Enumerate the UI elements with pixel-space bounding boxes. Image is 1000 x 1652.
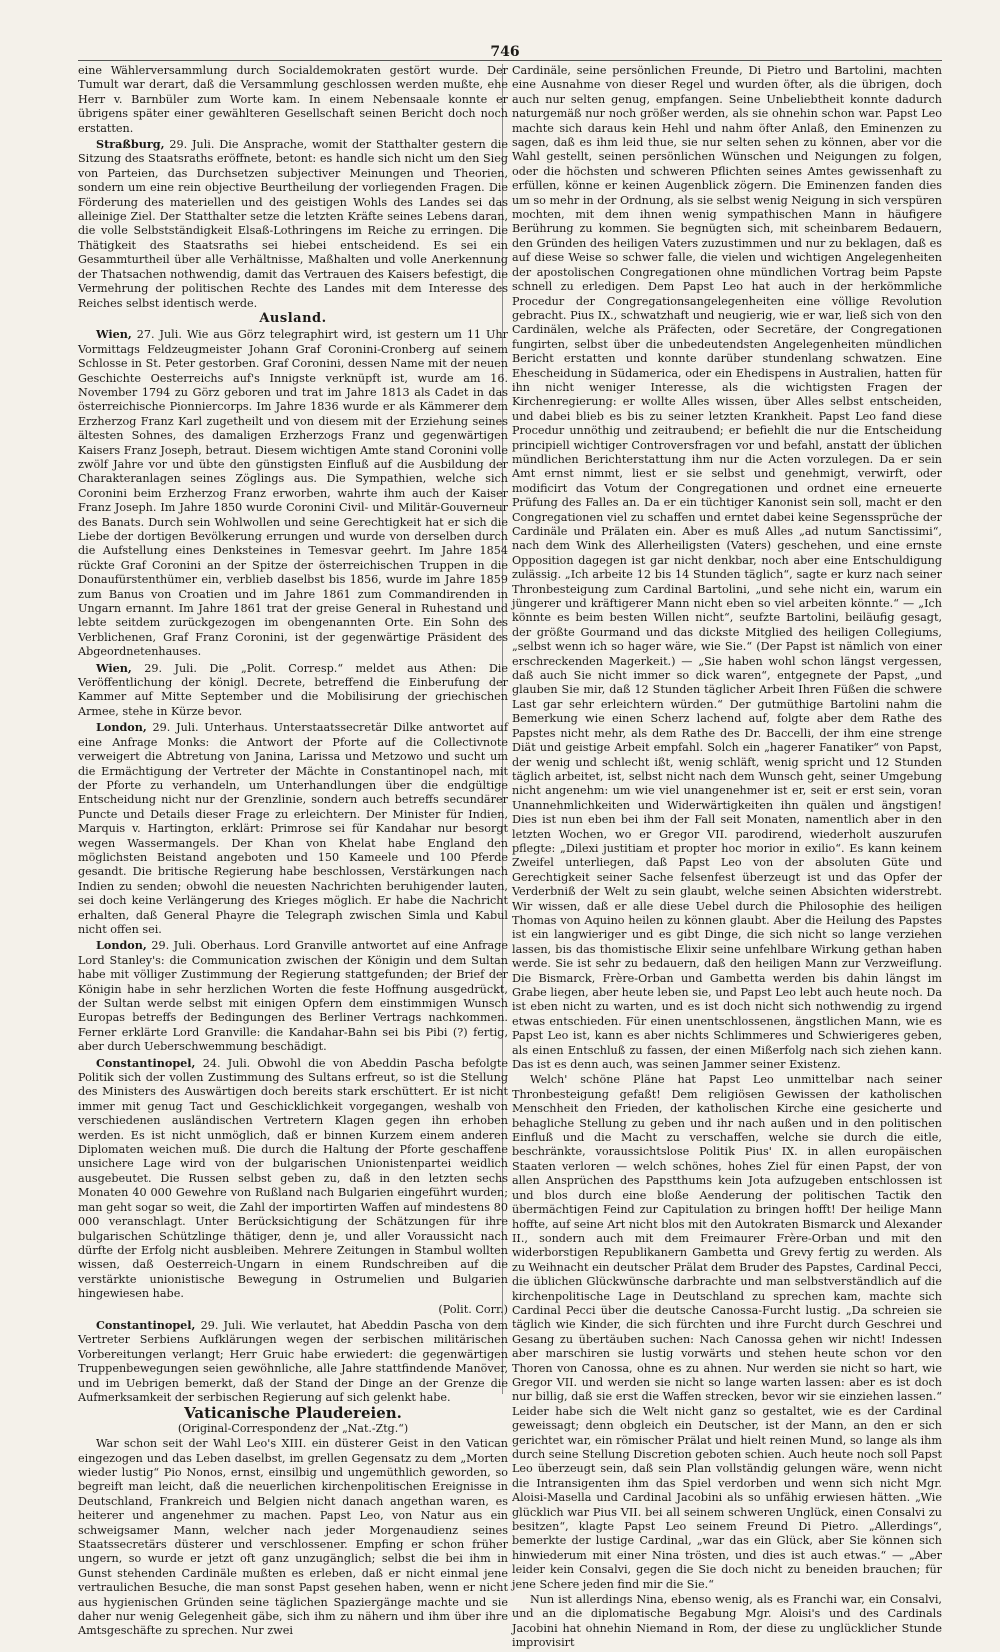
left-column [78, 64, 508, 1640]
article-dispatch [78, 938, 508, 1054]
article-text: Nun ist allerdings Nina, ebenso wenig, als es Franchi war, ein Consalvi, und an die diplomatische Begabung Mgr. Aloisi's und des Cardinals Jacobini hat ohnehin Niemand in Rom, der diese zu unglücklicher Stunde improvisirt [512, 1593, 942, 1650]
header-rule [78, 60, 942, 61]
page-number: 746 [490, 44, 520, 60]
article-dispatch [78, 327, 508, 659]
right-column [512, 64, 942, 1652]
article-text: War schon seit der Wahl Leo's XIII. ein düsterer Geist in den Vatican eingezogen und das Leben daselbst, im grellen Gegensatz zu dem „Morten wieder lustig“ Pio Nonos, ernst, einsilbig und ungemüthlich geworden, so begreift man leicht, daß die neuerlichen kirchenpolitischen Ereignisse in Deutschland, Frankreich und Belgien nicht danach angethan waren, es heiterer und angenehmer zu machen. Papst Leo, von Natur aus ein schweigsamer Mann, welcher nach jeder Morgenaudienz seines Staatssecretärs düsterer und verschlossener. Empfing er schon früher ungern, so wurde er jetzt oft ganz unzugänglich; selbst die bei ihm in Gunst stehenden Cardinäle mußten es erleben, daß er nicht einmal jene vertraulichen Besuche, die man sonst Papst gesehen haben, wenn er nicht aus hygienischen Gründen seine täglichen Spaziergänge machte und sie daher nur wenig Gelegenheit gäbe, sich ihm zu nähern und ihm über ihre Amtsgeschäfte zu sprechen. Nur zwei [78, 1437, 508, 1638]
dispatch-body: 29. Juli. Wie verlautet, hat Abeddin Pascha von dem Vertreter Serbiens Aufklärungen wegen der serbischen militärischen Vorbereitungen verlangt; Herr Gruic habe erwiedert: die gegenwärtigen Truppenbewegungen seien gewöhnliche, alle Jahre stattfindende Manöver, und im Uebrigen bemerkt, daß der Stand der Dinge an der Grenze die Aufmerksamkeit der serbischen Regierung auf sich gelenkt habe. [78, 1318, 508, 1404]
dispatch-body: 27. Juli. Wie aus Görz telegraphirt wird, ist gestern um 11 Uhr Vormittags Feldzeugmeister Johann Graf Coronini-Cronberg auf seinem Schlosse in St. Peter gestorben. Graf Coronini, dessen Name mit der neuen Geschichte Oesterreichs auf's Innigste verknüpft ist, wurde am 16. November 1794 zu Görz geboren und trat im Jahre 1813 als Cadet in das österreichische Pionniercorps. Im Jahre 1836 wurde er als Kämmerer dem Erzherzog Franz Karl zugetheilt und von diesem mit der Erziehung seines ältesten Sohnes, des damaligen Erzherzogs Franz und gegenwärtigen Kaisers Franz Joseph, betraut. Diesem wichtigen Amte stand Coronini volle zwölf Jahre vor und übte den günstigsten Einfluß auf die Ausbildung der Charakteranlagen seines Zöglings aus. Die Sympathien, welche sich Coronini beim Erzherzog Franz erworben, wahrte ihm auch der Kaiser Franz Joseph. Im Jahre 1850 wurde Coronini Civil- und Militär-Gouverneur des Banats. Durch sein Wohlwollen und seine Gerechtigkeit hat er sich die Liebe der dortigen Bevölkerung errungen und wurde von derselben durch die Aufstellung eines Denksteines in Temesvar geehrt. Im Jahre 1854 rückte Graf Coronini an der Spitze der österreichischen Truppen in die Donaufürstenthümer ein, verblieb daselbst bis 1856, wurde im Jahre 1859 zum Banus von Croatien und im Jahre 1861 zum Commandirenden in Ungarn ernannt. Im Jahre 1861 trat der greise General in Ruhestand und lebte seitdem zurückgezogen im obengenannten Orte. Ein Sohn des Verblichenen, Graf Franz Coronini, ist der gegenwärtige Präsident des Abgeordnetenhauses. [78, 328, 508, 659]
article-text: Welch' schöne Pläne hat Papst Leo unmittelbar nach seiner Thronbesteigung gefaßt! Dem religiösen Gewissen der katholischen Menschheit den Frieden, der katholischen Kirche eine gesicherte und behagliche Stellung zu geben und ihr nach außen und in den politischen Einfluß und die Macht zu verschaffen, welche sie durch die eitle, beschränkte, voraussichtslose Politik Pius' IX. in allen europäischen Staaten verloren — welch schönes, hohes Ziel für einen Papst, der von allen Ansprüchen des Papstthums kein Jota aufzugeben entschlossen ist und blos durch eine bloße Aenderung der politischen Tactik den übermächtigen Feind zur Capitulation zu bringen hofft! Der heilige Mann hoffte, auf seine Art nicht blos mit den Autokraten Bismarck und Alexander II., sondern auch mit dem Freimaurer Frère-Orban und mit den widerborstigen Republikanern Gambetta und Grevy fertig zu werden. Als zu Weihnacht ein deutscher Prälat dem Bruder des Papstes, Cardinal Pecci, die üblichen Glückwünsche darbrachte und man selbstverständlich auf die kirchenpolitische Lage in Deutschland zu sprechen kam, machte sich Cardinal Pecci über die deutsche Canossa-Furcht lustig. „Da schreien sie täglich wie Kinder, die sich fürchten und ihre Furcht durch Geschrei und Gesang zu übertäuben suchen: Nach Canossa gehen wir nicht! Indessen aber marschiren sie lustig vorwärts und stehen heute schon vor den Thoren von Canossa, ohne es zu ahnen. Nur werden sie nicht so hart, wie Gregor VII. und werden sie nicht so lange warten lassen: aber es ist doch nur billig, daß sie erst die Waffen strecken, bevor wir sie einziehen lassen.“ Leider habe sich die Welt nicht ganz so gestaltet, wie es der Cardinal geweissagt; denn obgleich ein Deutscher, ist der Mann, an den er sich gerichtet war, ein römischer Prälat und hielt reinen Mund, so lange als ihm durch seine Stellung Discretion geboten schien. Auch heute noch soll Papst Leo überzeugt sein, daß sein Plan vollständig gelungen wäre, wenn nicht die Intransigenten ihm das Spiel verdorben und wenn sich nicht Mgr. Aloisi-Masella und Cardinal Jacobini als so unfähig erwiesen hätten. „Wie glücklich war Pius VII. bei all seinem schweren Unglück, einen Consalvi zu besitzen“, klagte Papst Leo seinem Freund Di Pietro. „Allerdings“, bemerkte der lustige Cardinal, „war das ein Glück, aber Sie können sich hinwiederum mit einer Nina trösten, und dies ist auch etwas.“ — „Aber leider kein Consalvi, gegen die Sie doch nicht zu beneiden brauchen; für jene Schere jeden find mir die Sie.“ [512, 1073, 942, 1591]
dateline: London, [96, 720, 147, 735]
dateline: Wien, [96, 660, 132, 675]
dispatch-body: 29. Juli. Die „Polit. Corresp.“ meldet aus Athen: Die Veröffentlichung der königl. Decrete, betreffend die Einberufung der Kammer auf Mitte September und die Mobilisirung der griechischen Armee, stehe in Kürze bevor. [78, 661, 508, 718]
dispatch-body: 29. Juli. Oberhaus. Lord Granville antwortet auf eine Anfrage Lord Stanley's: die Communication zwischen der Königin und dem Sultan habe mit völliger Zustimmung der Regierung stattgefunden; der Brief der Königin habe in sehr herzlichen Worten die feste Hoffnung ausgedrückt, der Sultan werde selbst mit einigen Opfern dem einstimmigen Wunsch Europas betreffs der Bedingungen des Berliner Vertrags nachkommen. Ferner erklärte Lord Granville: die Kandahar-Bahn sei bis Pibi (?) fertig, aber durch Ueberschwemmung beschädigt. [78, 939, 508, 1054]
dispatch-body: 24. Juli. Obwohl die von Abeddin Pascha befolgte Politik sich der vollen Zustimmung des Sultans erfreut, so ist die Stellung des Ministers des Auswärtigen doch bereits stark erschüttert. Er ist nicht immer mit genug Tact und Geschicklichkeit vorgegangen, weshalb von verschiedenen ausländischen Vertretern Klagen gegen ihn erhoben werden. Es ist nicht unmöglich, daß er binnen Kurzem einem anderen Diplomaten weichen muß. Die durch die Haltung der Pforte geschaffene unsichere Lage wird von der bulgarischen Unionistenpartei weidlich ausgebeutet. Die Russen selbst geben zu, daß in den letzten sechs Monaten 40 000 Gewehre von Rußland nach Bulgarien eingeführt wurden; man geht sogar so weit, die Zahl der importirten Waffen auf mindestens 80 000 veranschlagt. Unter Berücksichtigung der Schätzungen für ihre bulgarischen Schützlinge thätiger, denn je, und aller Voraussicht nach dürfte der Erfolg nicht ausbleiben. Mehrere Zeitungen in Stambul wollten wissen, daß Oesterreich-Ungarn in einem Rundschreiben auf die verstärkte unionistische Bewegung in Ostrumelien und Bulgarien hingewiesen habe. [78, 1056, 508, 1301]
dispatch-body: 29. Juli. Unterhaus. Unterstaatssecretär Dilke antwortet auf eine Anfrage Monks: die Antwort der Pforte auf die Collectivnote verweigert die Abtretung von Janina, Larissa und Metzowo und sucht um die Ermächtigung der Vertreter der Mächte in Constantinopel nach, mit der Pforte zu verhandeln, um Unterhandlungen über die endgültige Entscheidung nicht nur der Grenzlinie, sondern auch betreffs secundärer Puncte und Details dieser Frage zu erleichtern. Der Minister für Indien, Marquis v. Hartington, erklärt: Primrose sei für Kandahar nur besorgt wegen Wassermangels. Der Khan von Khelat habe England den möglichsten Beistand angeboten und 150 Kameele und 100 Pferde gesandt. Die britische Regierung habe beschlossen, Verstärkungen nach Indien zu senden; obwohl die neuesten Nachrichten beruhigender lauten, sei doch keine Verlängerung des Krieges möglich. Er habe die Nachricht erhalten, daß General Phayre die Telegraph zwischen Simla und Kabul nicht offen sei. [78, 721, 508, 936]
source-note: (Polit. Corr.) [438, 1302, 508, 1316]
dateline: Constantinopel, [96, 1317, 196, 1332]
article-dispatch [78, 661, 508, 720]
feature-subheading: (Original-Correspondenz der „Nat.-Ztg.“) [177, 1421, 409, 1435]
dateline: Wien, [96, 327, 132, 342]
article-dispatch [78, 1318, 508, 1405]
article-text: eine Wählerversammlung durch Socialdemokraten gestört wurde. Der Tumult war derart, daß die Versammlung geschlossen werden mußte, ehe Herr v. Barnbüler zum Worte kam. In einem Nebensaale konnte er übrigens später einer gewählteren Gesellschaft seinen Bericht doch noch erstatten. [78, 64, 508, 135]
dispatch-body: 29. Juli. Die Ansprache, womit der Statthalter gestern die Sitzung des Staatsraths eröffnete, betont: es handle sich nicht um den Sieg von Parteien, das Durchsetzen subjectiver Meinungen und Theorien, sondern um eine rein objective Beurtheilung der vorliegenden Fragen. Die Förderung des materiellen und des geistigen Wohls des Landes sei das alleinige Ziel. Der Statthalter setze die letzten Kräfte seines Lebens daran, die volle Selbstständigkeit Elsaß-Lothringens im Reiche zu erringen. Die Thätigkeit des Staatsraths sei hiebei entscheidend. Es sei ein Gesammturtheil über alle Verhältnisse, Maßhalten und volle Anerkennung der Thatsachen nothwendig, damit das Vertrauen des Kaisers befestigt, die Vermehrung der politischen Rechte des Landes mit dem Interesse des Reiches selbst identisch werde. [78, 138, 508, 310]
article-dispatch [78, 1056, 508, 1302]
article-text: Cardinäle, seine persönlichen Freunde, Di Pietro und Bartolini, machten eine Ausnahme von dieser Regel und wurden öfter, als die übrigen, doch auch nur selten genug, empfangen. Seine Unbeliebtheit konnte dadurch naturgemäß nur noch größer werden, als sie ohnehin schon war. Papst Leo machte sich daraus kein Hehl und nahm öfter Anlaß, den Eminenzen zu sagen, daß es ihm leid thue, sie nur selten sehen zu können, aber vor die Wahl gestellt, seinen persönlichen Wünschen und Neigungen zu folgen, oder die höchsten und schweren Pflichten seines Amtes gewissenhaft zu erfüllen, könne er keinen Augenblick zögern. Die Eminenzen fanden dies um so mehr in der Ordnung, als sie selbst wenig Neigung in sich verspüren mochten, mit dem ihnen wenig sympathischen Mann in häufigere Berührung zu kommen. Sie begnügten sich, mit scheinbarem Bedauern, den Gründen des heiligen Vaters zuzustimmen und nur zu beklagen, daß es auf diese Weise so schwer falle, die vielen und wichtigen Angelegenheiten der apostolischen Congregationen ohne mündlichen Vortrag beim Papste schnell zu erledigen. Dem Papst Leo hat auch in der herkömmliche Procedur der Congregationsangelegenheiten eine völlige Revolution gebracht. Pius IX., schwatzhaft und neugierig, wie er war, ließ sich von den Cardinälen, welche als Präfecten, oder Secretäre, der Congregationen fungirten, selbst über die unbedeutendsten Angelegenheiten mündlichen Bericht erstatten und konnte darüber stundenlang schwatzen. Eine Ehescheidung in Südamerica, oder ein Ehedispens in Australien, hatten für ihn nicht weniger Interesse, als die wichtigsten Fragen der Kirchenregierung: er wollte Alles wissen, über Alles selbst entscheiden, und dabei blieb es bis zu seiner letzten Krankheit. Papst Leo fand diese Procedur unnöthig und zeitraubend; er befiehlt die nur die Entscheidung principiell wichtiger Controversfragen vor und befahl, anstatt der üblichen mündlichen Berichterstattung ihm nur die Acten vorzulegen. Da er sein Amt ernst nimmt, liest er sie selbst und genehmigt, verwirft, oder modificirt das Votum der Congregationen und ordnet eine erneuerte Prüfung des Falles an. Da er ein tüchtiger Kanonist sein soll, macht er den Congregationen viel zu schaffen und erntet dabei keine Segenssprüche der Cardinäle und Prälaten ein. Aber es muß Alles „ad nutum Sanctissimi“, nach dem Wink des Allerheiligsten (Vaters) geschehen, und eine ernste Opposition dagegen ist gar nicht denkbar, noch aber eine Entschuldigung zulässig. „Ich arbeite 12 bis 14 Stunden täglich“, sagte er kurz nach seiner Thronbesteigung zum Cardinal Bartolini, „und sehe nicht ein, warum ein jüngerer und kräftigerer Mann nicht eben so viel arbeiten könnte.“ — „Ich könnte es beim besten Willen nicht“, seufzte Bartolini, beiläufig gesagt, der größte Gourmand und das dickste Mitglied des heiligen Collegiums, „selbst wenn ich so hager wäre, wie Sie.“ (Der Papst ist nämlich von einer erschreckenden Magerkeit.) — „Sie haben wohl schon längst vergessen, daß auch Sie nicht immer so dick waren“, entgegnete der Papst, „und glauben Sie mir, daß 12 Stunden täglicher Arbeit Ihren Füßen die schwere Last gar sehr erleichtern würden.“ Der gutmüthige Bartolini nahm die Bemerkung wie einen Scherz lachend auf, folgte aber dem Rathe des Papstes nicht mehr, als dem Rathe des Dr. Baccelli, der ihm eine strenge Diät und geistige Arbeit empfahl. Solch ein „hagerer Fanatiker“ von Papst, der wenig und schlecht ißt, wenig schläft, wenig spricht und 12 Stunden täglich arbeitet, ist, selbst nicht nach dem Wunsch geht, seiner Umgebung nicht angenehm: um wie viel unangenehmer ist er, seit er erst sein, voran Unannehmlichkeiten und Widerwärtigkeiten ihn quälen und ängstigen! Dies ist nun eben bei ihm der Fall seit Monaten, namentlich aber in den letzten Wochen, wo er Gregor VII. parodirend, wiederholt auszurufen pflegte: „Dilexi justitiam et propter hoc morior in exilio“. Es kann keinem Zweifel unterliegen, daß Papst Leo von der absoluten Güte und Gerechtigkeit seiner Sache felsenfest überzeugt ist und das Opfer der Verderbniß der Welt zu sein glaubt, welche seinen Absichten widerstrebt. Wir wissen, daß er alle diese Uebel durch die Philosophie des heiligen Thomas von Aquino heilen zu können glaubt. Aber die Heilung des Papstes ist ein langwieriger und es gibt Dinge, die sich nicht so lange verziehen lassen, bis das thomistische Elixir seine unfehlbare Wirkung gethan haben werde. Sie ist sehr zu bedauern, daß den heiligen Mann zur Verzweiflung. Die Bismarck, Frère-Orban und Gambetta werden bis dahin längst im Grabe liegen, aber heute leben sie, und Papst Leo lebt auch heute noch. Da ist eben nicht zu warten, und es ist doch nicht sich nothwendig zu irgend etwas entschieden. Für einen unentschlossenen, ängstlichen Mann, wie es Papst Leo ist, kann es aber nichts Schlimmeres und Schwierigeres geben, als einen Entschluß zu fassen, der einen Mißerfolg nach sich ziehen kann. Das ist es denn auch, was seinen Jammer seiner Existenz. [512, 64, 942, 1072]
article-dispatch [78, 137, 508, 311]
section-heading: Ausland. [259, 310, 327, 326]
dateline: Constantinopel, [96, 1055, 196, 1070]
dateline: Straßburg, [96, 137, 165, 152]
feature-heading: Vaticanische Plaudereien. [184, 1404, 402, 1423]
article-dispatch [78, 720, 508, 937]
dateline: London, [96, 938, 147, 953]
